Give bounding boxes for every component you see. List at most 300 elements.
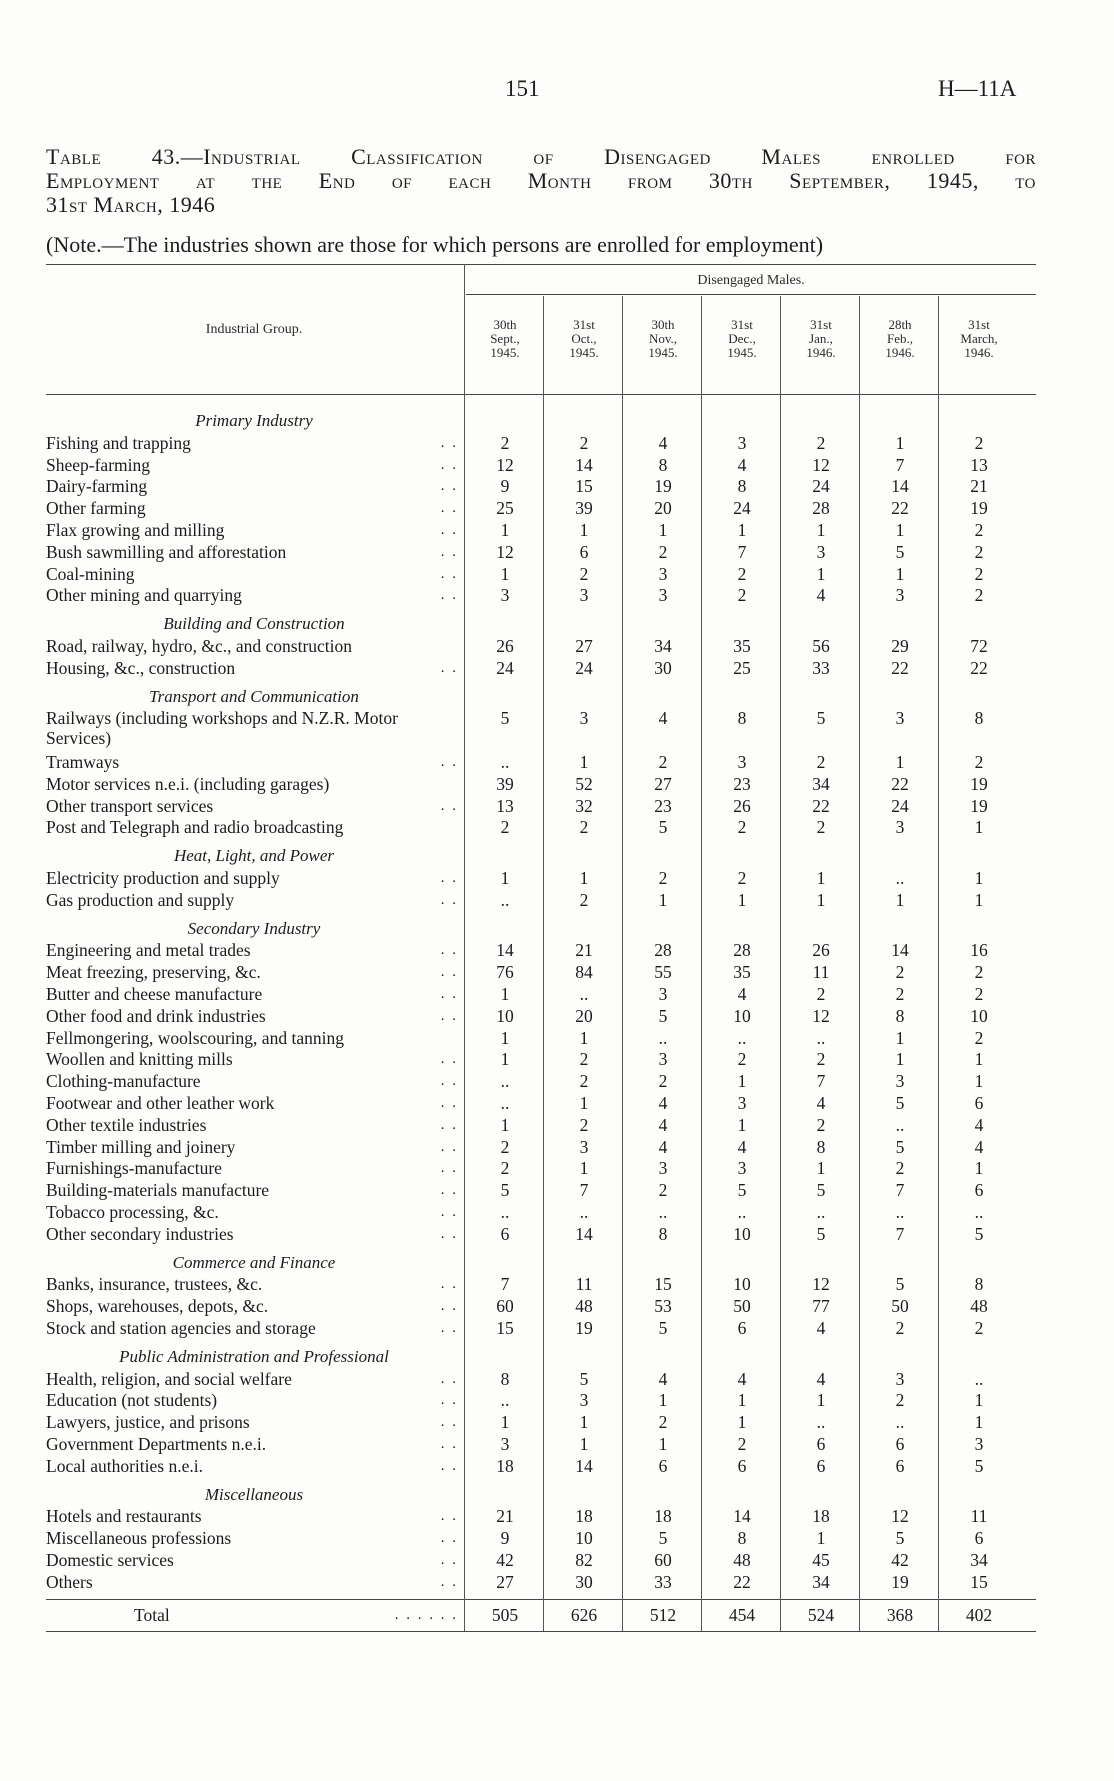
table-cell: 4 <box>737 454 747 475</box>
table-cell: 8 <box>974 708 984 729</box>
leader-dots: . . <box>440 500 458 517</box>
row-label <box>46 868 462 888</box>
table-cell: 3 <box>737 752 747 772</box>
table-cell: 7 <box>816 1071 826 1092</box>
table-cell: .. <box>737 1027 747 1048</box>
row-label <box>46 542 462 562</box>
table-cell: 27 <box>654 773 672 794</box>
table-cell: 12 <box>496 454 514 475</box>
column-divider <box>859 296 860 1631</box>
table-cell: 1 <box>816 520 826 540</box>
table-cell: 1 <box>737 1114 747 1135</box>
row-label <box>46 1434 462 1454</box>
table-cell: .. <box>500 1071 510 1092</box>
column-divider <box>938 296 939 1631</box>
table-cell: 10 <box>733 1223 751 1244</box>
table-cell: 1 <box>974 1071 984 1092</box>
row-label-text: Road, railway, hydro, &c., and construction <box>46 636 353 656</box>
table-cell: 3 <box>737 432 747 453</box>
table-cell: 12 <box>812 1274 830 1295</box>
row-label <box>46 752 462 772</box>
leader-dots: . . <box>440 1370 458 1387</box>
table-cell: 1 <box>500 1027 510 1048</box>
group-heading: Miscellaneous <box>204 1484 304 1504</box>
table-cell: 1 <box>816 889 826 910</box>
table-cell: 8 <box>658 1223 668 1244</box>
row-label-text: Health, religion, and social welfare <box>46 1368 292 1389</box>
row-label <box>46 1550 462 1570</box>
table-cell: 35 <box>733 636 751 656</box>
table-cell: 26 <box>496 636 514 656</box>
table-cell: 8 <box>895 1005 905 1026</box>
leader-dots: . . <box>440 1073 458 1090</box>
table-cell: 53 <box>654 1296 672 1317</box>
table-cell: 2 <box>974 1318 984 1338</box>
table-cell: 9 <box>500 476 510 497</box>
table-cell: 39 <box>496 773 514 794</box>
table-cell: 60 <box>654 1550 672 1570</box>
leader-dots: . . <box>440 1276 458 1293</box>
table-cell: 5 <box>500 1180 510 1201</box>
table-cell: 34 <box>654 636 672 656</box>
table-cell: 1 <box>658 1390 668 1411</box>
leader-dots: . . <box>440 870 458 886</box>
table-cell: 22 <box>970 657 988 678</box>
table-cell: 2 <box>816 984 826 1004</box>
row-label <box>46 1093 462 1113</box>
row-label <box>46 1202 462 1222</box>
table-cell: 2 <box>579 563 589 584</box>
table-cell: 42 <box>891 1550 909 1570</box>
table-cell: 19 <box>575 1318 593 1338</box>
row-label <box>46 636 462 656</box>
table-cell: 34 <box>812 1571 830 1592</box>
leader-dots: . . <box>440 942 458 959</box>
row-label-text: Other farming <box>46 498 146 519</box>
row-label-text: Footwear and other leather work <box>46 1093 275 1113</box>
column-header-line: Feb., <box>887 331 913 346</box>
table-cell: 4 <box>737 1368 747 1389</box>
row-label <box>46 1528 462 1548</box>
row-label <box>46 585 462 605</box>
leader-dots: . . . . . . <box>394 1606 458 1623</box>
leader-dots: . . <box>440 1225 458 1242</box>
table-cell: 19 <box>970 498 988 519</box>
row-label-text: Other textile industries <box>46 1114 207 1135</box>
table-cell: 34 <box>970 1550 988 1570</box>
table-cell: 1 <box>737 1412 747 1433</box>
table-cell: 2 <box>895 1158 905 1179</box>
column-header <box>940 318 1018 360</box>
table-cell: 6 <box>816 1455 826 1476</box>
table-cell: 7 <box>737 541 747 562</box>
table-cell: 2 <box>579 1049 589 1070</box>
row-label-text: Hotels and restaurants <box>46 1506 202 1527</box>
table-cell: 3 <box>658 585 668 606</box>
table-cell: 3 <box>816 541 826 562</box>
table-cell: 1 <box>895 563 905 584</box>
leader-dots: . . <box>440 522 458 538</box>
row-label-text: Woollen and knitting mills <box>46 1049 233 1070</box>
table-cell: 1 <box>737 520 747 540</box>
table-cell: 19 <box>891 1571 909 1592</box>
table-cell: 11 <box>575 1274 593 1295</box>
row-label <box>46 1572 462 1592</box>
table-cell: 5 <box>974 1223 984 1244</box>
total-label <box>46 1605 462 1625</box>
title-line-1: Table 43.—Industrial Classification of Disengaged Males enrolled for <box>46 144 1036 169</box>
leader-dots: . . <box>440 891 458 908</box>
column-header-line: 30th <box>493 317 517 332</box>
table-cell: 2 <box>658 752 668 772</box>
table-cell: 28 <box>654 940 672 961</box>
column-divider <box>622 296 623 1631</box>
table-cell: 23 <box>654 795 672 816</box>
rule-bottom <box>46 1631 1036 1632</box>
table-cell: .. <box>816 1202 826 1222</box>
leader-dots: . . <box>440 456 458 473</box>
group-heading: Secondary Industry <box>187 918 321 938</box>
column-header-line: 30th <box>651 317 675 332</box>
table-cell: 5 <box>658 1005 668 1026</box>
table-cell: 28 <box>812 498 830 519</box>
table-cell: 19 <box>970 773 988 794</box>
table-cell: .. <box>816 1027 826 1048</box>
table-cell: 15 <box>654 1274 672 1295</box>
table-cell: 30 <box>654 657 672 678</box>
leader-dots: . . <box>440 1320 458 1336</box>
row-label <box>46 1318 462 1338</box>
row-label <box>46 1158 462 1178</box>
table-cell: 8 <box>737 476 747 497</box>
column-divider <box>780 296 781 1631</box>
table-cell: 7 <box>895 454 905 475</box>
table-note: (Note.—The industries shown are those for which persons are enrolled for employment) <box>46 232 824 257</box>
page-code: H—11A <box>938 76 1017 101</box>
table-cell: 2 <box>500 1158 510 1179</box>
table-cell: 1 <box>974 1390 984 1411</box>
table-cell: 16 <box>970 940 988 961</box>
table-cell: 2 <box>974 984 984 1004</box>
table-cell: .. <box>658 1027 668 1048</box>
table-title <box>46 145 1036 217</box>
table-cell: 3 <box>974 1434 984 1454</box>
table-cell: 3 <box>895 817 905 838</box>
row-label-text: Tobacco processing, &c. <box>46 1202 219 1222</box>
column-header-line: March, <box>960 331 998 346</box>
table-cell: 4 <box>816 1093 826 1113</box>
table-cell: 1 <box>816 563 826 584</box>
table-cell: 2 <box>579 817 589 838</box>
row-label <box>46 1390 462 1410</box>
table-cell: 3 <box>658 984 668 1004</box>
row-label-text: Domestic services <box>46 1550 174 1570</box>
table-cell: 2 <box>658 1412 668 1433</box>
table-cell: 1 <box>579 1027 589 1048</box>
table-cell: 1 <box>579 1093 589 1113</box>
column-header <box>466 318 544 360</box>
row-label <box>46 498 462 518</box>
leader-dots: . . <box>440 478 458 495</box>
table-cell: 5 <box>895 541 905 562</box>
group-heading: Public Administration and Professional <box>119 1346 389 1366</box>
table-cell: 2 <box>500 1136 510 1157</box>
leader-dots: . . <box>440 1573 458 1590</box>
table-cell: 4 <box>737 984 747 1004</box>
column-header-line: Nov., <box>648 331 678 346</box>
table-cell: 8 <box>500 1368 510 1389</box>
table-cell: .. <box>895 1202 905 1222</box>
table-cell: 24 <box>733 498 751 519</box>
table-cell: 20 <box>575 1005 593 1026</box>
rule-header-bottom <box>46 394 1036 395</box>
table-cell: 6 <box>579 541 589 562</box>
table-cell: 2 <box>737 1049 747 1070</box>
table-cell: .. <box>816 1412 826 1433</box>
table-cell: 14 <box>891 940 909 961</box>
table-cell: 1 <box>895 752 905 772</box>
table-cell: 2 <box>895 962 905 983</box>
row-label-text: Others <box>46 1571 93 1592</box>
table-cell: 33 <box>654 1571 672 1592</box>
table-cell: 1 <box>816 1390 826 1411</box>
table-cell: 14 <box>496 940 514 961</box>
table-cell: 6 <box>816 1434 826 1454</box>
column-header-line: 1946. <box>806 345 836 360</box>
table-cell: 22 <box>812 795 830 816</box>
column-header-line: Oct., <box>571 331 597 346</box>
total-cell: 512 <box>649 1604 677 1625</box>
table-cell: 2 <box>579 1114 589 1135</box>
table-cell: 28 <box>733 940 751 961</box>
header-group-label: Industrial Group. <box>205 322 303 337</box>
table-cell: 2 <box>658 541 668 562</box>
row-label-text: Building-materials manufacture <box>46 1180 270 1201</box>
table-cell: 1 <box>500 1049 510 1070</box>
table-cell: 8 <box>737 1528 747 1549</box>
total-cell: 524 <box>807 1604 835 1625</box>
table-cell: 1 <box>816 1528 826 1549</box>
table-cell: 15 <box>496 1318 514 1338</box>
table-cell: .. <box>579 984 589 1004</box>
table-cell: 3 <box>579 1390 589 1411</box>
table-cell: 1 <box>895 432 905 453</box>
table-cell: 2 <box>974 563 984 584</box>
leader-dots: . . <box>440 1392 458 1409</box>
row-label <box>46 476 462 496</box>
table-cell: 25 <box>496 498 514 519</box>
table-cell: 14 <box>733 1506 751 1527</box>
table-cell: 29 <box>891 636 909 656</box>
table-cell: 1 <box>579 868 589 888</box>
table-cell: 14 <box>575 1455 593 1476</box>
table-cell: 23 <box>733 773 751 794</box>
table-cell: 6 <box>974 1093 984 1113</box>
row-label-text: Other transport services <box>46 795 214 816</box>
table-cell: 55 <box>654 962 672 983</box>
table-cell: 19 <box>654 476 672 497</box>
table-cell: 82 <box>575 1550 593 1570</box>
column-divider <box>464 264 465 1631</box>
table-cell: 7 <box>500 1274 510 1295</box>
table-cell: 8 <box>974 1274 984 1295</box>
table-cell: 10 <box>970 1005 988 1026</box>
table-cell: 13 <box>970 454 988 475</box>
table-cell: 2 <box>895 1318 905 1338</box>
leader-dots: . . <box>440 964 458 981</box>
table-cell: 8 <box>658 454 668 475</box>
table-cell: 18 <box>496 1455 514 1476</box>
table-cell: 3 <box>895 585 905 606</box>
table-cell: 22 <box>891 657 909 678</box>
row-label <box>46 1028 462 1048</box>
group-heading: Heat, Light, and Power <box>173 846 335 866</box>
table-cell: 12 <box>812 454 830 475</box>
table-cell: 15 <box>575 476 593 497</box>
table-cell: .. <box>895 1412 905 1433</box>
table-cell: 4 <box>658 1136 668 1157</box>
row-label-text: Local authorities n.e.i. <box>46 1455 203 1476</box>
table-cell: 1 <box>974 817 984 838</box>
table-cell: 12 <box>891 1506 909 1527</box>
table-cell: .. <box>500 1202 510 1222</box>
leader-dots: . . <box>440 1436 458 1452</box>
row-label <box>46 890 462 910</box>
table-cell: 1 <box>974 889 984 910</box>
table-cell: 13 <box>496 795 514 816</box>
row-label-text: Bush sawmilling and afforestation <box>46 541 287 562</box>
table-cell: 1 <box>974 1412 984 1433</box>
leader-dots: . . <box>440 565 458 582</box>
table-cell: 42 <box>496 1550 514 1570</box>
table-cell: 2 <box>579 432 589 453</box>
table-cell: 1 <box>737 1390 747 1411</box>
table-cell: 2 <box>500 817 510 838</box>
table-cell: 5 <box>895 1274 905 1295</box>
table-cell: 1 <box>500 520 510 540</box>
leader-dots: . . <box>440 659 458 676</box>
table-cell: 2 <box>816 1049 826 1070</box>
row-label-text: Shops, warehouses, depots, &c. <box>46 1296 269 1317</box>
table-cell: 26 <box>733 795 751 816</box>
table-cell: 2 <box>974 1027 984 1048</box>
table-cell: 4 <box>816 1318 826 1338</box>
table-cell: 3 <box>737 1093 747 1113</box>
table-cell: 2 <box>974 541 984 562</box>
row-label-text: Coal-mining <box>46 563 135 584</box>
group-heading: Transport and Communication <box>149 686 359 706</box>
column-header <box>861 318 939 360</box>
row-label-text: Meat freezing, preserving, &c. <box>46 962 261 983</box>
header-span-label: Disengaged Males. <box>697 273 805 288</box>
table-cell: 5 <box>579 1368 589 1389</box>
row-label-text: Gas production and supply <box>46 889 235 910</box>
table-cell: 2 <box>737 585 747 606</box>
table-cell: 3 <box>579 708 589 729</box>
table-cell: 14 <box>891 476 909 497</box>
title-line-3: 31st March, 1946 <box>46 192 216 217</box>
rule-above-total <box>46 1599 1036 1600</box>
table-cell: 21 <box>496 1506 514 1527</box>
table-cell: 1 <box>816 868 826 888</box>
table-cell: 1 <box>974 1049 984 1070</box>
table-cell: 20 <box>654 498 672 519</box>
total-label-text: Total <box>134 1604 170 1625</box>
table-cell: 2 <box>816 1114 826 1135</box>
column-header <box>703 318 781 360</box>
table-cell: 2 <box>895 984 905 1004</box>
table-cell: 2 <box>974 432 984 453</box>
table-cell: 4 <box>737 1136 747 1157</box>
table-cell: 3 <box>658 1158 668 1179</box>
row-label <box>46 520 462 540</box>
table-cell: 2 <box>579 889 589 910</box>
table-cell: 9 <box>500 1528 510 1549</box>
column-header-line: 1945. <box>490 345 520 360</box>
row-label-text: Fishing and trapping <box>46 432 191 453</box>
table-cell: 32 <box>575 795 593 816</box>
row-label-text: Sheep-farming <box>46 454 150 475</box>
table-cell: 2 <box>737 1434 747 1454</box>
table-cell: 2 <box>816 752 826 772</box>
table-cell: 5 <box>658 1528 668 1549</box>
table-cell: 1 <box>737 889 747 910</box>
table-cell: 2 <box>816 817 826 838</box>
row-label <box>46 455 462 475</box>
table-cell: 1 <box>579 520 589 540</box>
row-label-text: Dairy-farming <box>46 476 148 497</box>
table-cell: 1 <box>579 752 589 772</box>
column-header-line: 31st <box>573 317 595 332</box>
row-label-text: Miscellaneous professions <box>46 1528 232 1549</box>
table-cell: 5 <box>816 1223 826 1244</box>
row-label-text: Butter and cheese manufacture <box>46 984 263 1004</box>
row-label-text: Lawyers, justice, and prisons <box>46 1412 250 1433</box>
table-cell: 3 <box>500 585 510 606</box>
table-cell: 2 <box>658 1180 668 1201</box>
table-cell: 1 <box>658 1434 668 1454</box>
table-cell: 50 <box>733 1296 751 1317</box>
row-label <box>46 817 462 837</box>
row-label <box>46 774 462 794</box>
total-cell: 505 <box>491 1604 519 1625</box>
row-label-text: Clothing-manufacture <box>46 1071 201 1092</box>
leader-dots: . . <box>440 1007 458 1024</box>
column-divider <box>543 296 544 1631</box>
table-cell: 11 <box>812 962 830 983</box>
table-cell: 7 <box>579 1180 589 1201</box>
row-label-text: Other mining and quarrying <box>46 585 242 606</box>
row-label <box>46 796 462 816</box>
column-header-line: Jan., <box>809 331 833 346</box>
leader-dots: . . <box>440 1204 458 1220</box>
table-cell: .. <box>737 1202 747 1222</box>
row-label-text: Other secondary industries <box>46 1223 234 1244</box>
row-label <box>46 1274 462 1294</box>
leader-dots: . . <box>440 1160 458 1177</box>
table-cell: 3 <box>737 1158 747 1179</box>
row-label <box>46 1296 462 1316</box>
table-cell: 52 <box>575 773 593 794</box>
table-cell: 3 <box>895 708 905 729</box>
table-cell: .. <box>579 1202 589 1222</box>
table-cell: 4 <box>974 1136 984 1157</box>
leader-dots: . . <box>440 434 458 451</box>
table-cell: 30 <box>575 1571 593 1592</box>
leader-dots: . . <box>440 1138 458 1155</box>
column-header-line: 1945. <box>648 345 678 360</box>
table-cell: 18 <box>575 1506 593 1527</box>
